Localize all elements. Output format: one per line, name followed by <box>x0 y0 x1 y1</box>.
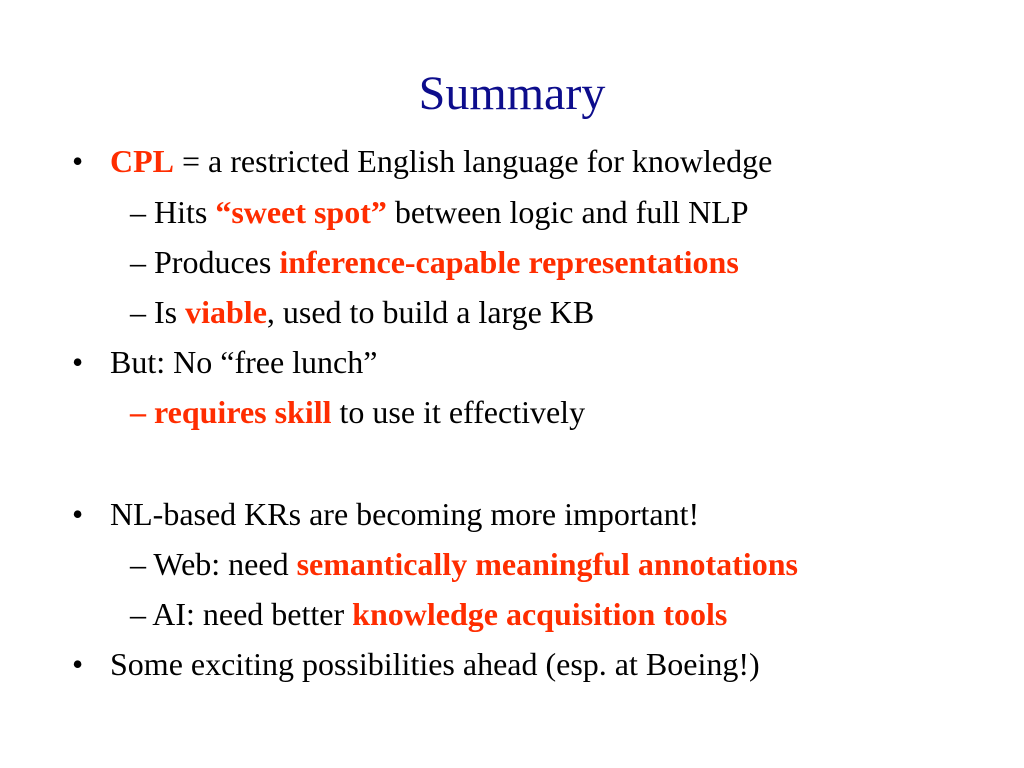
slide-title: Summary <box>418 67 606 120</box>
bullet-text: But: No “free lunch” <box>110 344 378 380</box>
highlight-text: requires skill <box>154 394 332 430</box>
sub-bullet-pre: – Hits <box>130 194 216 230</box>
sub-bullet-post: , used to build a large KB <box>266 294 595 330</box>
sub-bullet-post: to use it effectively <box>331 394 586 430</box>
highlight-text: inference-capable representations <box>279 244 739 280</box>
bullet-possibilities <box>110 644 760 684</box>
bullet-marker: • <box>72 646 84 682</box>
sub-bullet-viable <box>130 292 594 332</box>
highlight-text: knowledge acquisition tools <box>352 596 728 632</box>
sub-bullet-pre: – AI: need better <box>130 596 353 632</box>
highlight-text: viable <box>185 294 267 330</box>
sub-bullet-web <box>130 544 798 584</box>
sub-bullet-representations <box>130 242 739 282</box>
sub-bullet-requires-skill <box>130 392 585 432</box>
highlight-text: semantically meaningful annotations <box>296 546 798 582</box>
sub-bullet-ai <box>130 594 727 634</box>
sub-bullet-pre: – Produces <box>130 244 280 280</box>
sub-bullet-pre: – Web: need <box>130 546 297 582</box>
bullet-marker: • <box>72 496 84 532</box>
bullet-nl-based-krs <box>110 494 699 534</box>
bullet-text: = a restricted English language for knowledge <box>174 143 773 179</box>
highlight-text: CPL <box>110 143 174 179</box>
highlight-text: “sweet spot” <box>215 194 387 230</box>
bullet-marker: • <box>72 143 84 179</box>
sub-bullet-sweet-spot <box>130 192 749 232</box>
bullet-text: NL-based KRs are becoming more important! <box>110 496 700 532</box>
bullet-marker: • <box>72 344 84 380</box>
sub-bullet-pre: – Is <box>130 294 186 330</box>
sub-bullet-post: between logic and full NLP <box>386 194 749 230</box>
dash-marker: – <box>130 394 154 430</box>
bullet-text: Some exciting possibilities ahead (esp. at Boeing!) <box>110 646 760 682</box>
bullet-cpl <box>110 141 772 181</box>
bullet-free-lunch <box>110 342 377 382</box>
